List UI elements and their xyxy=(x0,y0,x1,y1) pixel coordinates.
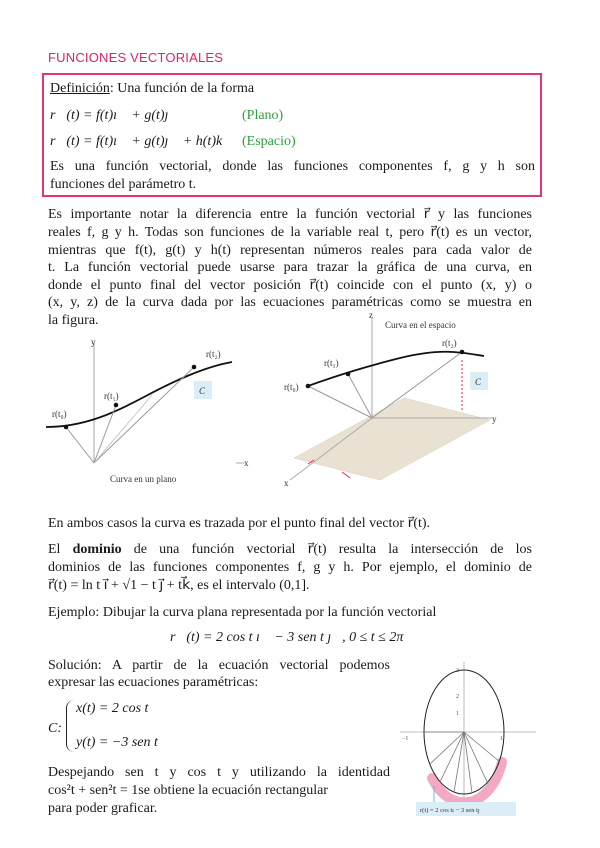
point-label-t1: r(t₁) xyxy=(104,391,119,401)
vector-r-t1 xyxy=(348,374,372,418)
position-vector xyxy=(454,732,464,792)
tick-label: −1 xyxy=(402,736,409,742)
equation-space: r⃗(t) = f(t)ı⃗ + g(t)ȷ⃗ + h(t)k⃗ xyxy=(50,134,234,149)
orientation-arc xyxy=(432,762,502,802)
paragraph-line: la figura. xyxy=(48,313,99,328)
paragraph-line: Es importante notar la diferencia entre la función vectorial r⃗ y las funciones xyxy=(48,207,532,222)
equation-plane: r⃗(t) = f(t)ı⃗ + g(t)ȷ⃗ xyxy=(50,108,180,123)
space-curve-figure xyxy=(280,312,510,490)
point-t1 xyxy=(346,372,351,377)
solution-line-3: Despejando sen t y cos t y utilizando la identidad xyxy=(48,765,390,780)
curve-label: C xyxy=(475,377,482,387)
point-label-t0: r(t₀) xyxy=(284,382,299,392)
paragraph-line: reales f, g y h. Todas son funciones de la variable real t, pero r⃗(t) es un vector, xyxy=(48,225,532,240)
example-statement: Ejemplo: Dibujar la curva plana representada por la función vectorial xyxy=(48,605,437,620)
domain-line-1 xyxy=(48,541,532,559)
plane-tag: (Plano) xyxy=(242,108,284,123)
vector-r-t0 xyxy=(66,427,94,463)
y-axis-label: y xyxy=(492,414,497,424)
curve-label: C xyxy=(199,386,206,396)
space-caption: Curva en el espacio xyxy=(385,320,456,330)
point-t2 xyxy=(192,365,197,370)
position-vector xyxy=(464,732,500,762)
position-vector xyxy=(430,732,464,764)
paragraph-line: mientras que f(t), g(t) y h(t) representan números reales para cada valor de xyxy=(48,243,532,258)
system-eq-y: y(t) = −3 sen t xyxy=(76,735,158,750)
vector-r-t0 xyxy=(308,386,372,418)
definition-label: Definición xyxy=(50,81,110,96)
tick-label: 1 xyxy=(500,736,503,742)
vector-extra xyxy=(94,395,152,463)
y-axis-label: y xyxy=(91,337,96,347)
tick-label: 1 xyxy=(456,711,459,717)
point-t1 xyxy=(114,403,119,408)
definition-intro-text: : Una función de la forma xyxy=(109,81,255,96)
paragraph-line: t. La función vectorial puede usarse para trazar la gráfica de una curva, en xyxy=(48,260,532,275)
tick-label: 2 xyxy=(456,694,459,700)
point-t0 xyxy=(64,425,69,430)
point-t0 xyxy=(306,384,311,389)
tick-mark xyxy=(342,472,350,478)
curve-c xyxy=(308,352,484,386)
ellipse-figure xyxy=(396,658,546,820)
point-label-t0: r(t₀) xyxy=(52,409,67,419)
plane-caption: Curva en un plano xyxy=(110,474,177,484)
paragraph-line: donde el punto final del vector posición r⃗(t) coincide con el punto (x, y) o xyxy=(48,278,532,293)
system-eq-x: x(t) = 2 cos t xyxy=(76,701,149,716)
tick-label: 3 xyxy=(456,668,459,674)
z-axis-label: z xyxy=(369,312,373,320)
domain-bold: dominio xyxy=(72,542,122,557)
point-t2 xyxy=(460,350,465,355)
domain-line-2: dominios de las funciones componentes f, g y h. Por ejemplo, el dominio de xyxy=(48,560,532,575)
solution-line-2: expresar las ecuaciones paramétricas: xyxy=(48,675,259,690)
domain-text-a: El xyxy=(48,542,73,557)
xy-plane xyxy=(294,398,490,480)
ellipse-caption: r(t) = 2 cos tı − 3 sen tȷ xyxy=(420,807,480,814)
x-axis-label: x xyxy=(244,458,249,468)
definition-text-1: Es una función vectorial, donde las funciones componentes f, g y h son xyxy=(50,159,535,174)
x-axis-label: x xyxy=(284,478,289,488)
point-label-t2: r(t₂) xyxy=(206,349,221,359)
solution-line-1: Solución: A partir de la ecuación vectorial podemos xyxy=(48,658,390,673)
domain-line-3: r⃗(t) = ln t ı⃗ + √1 − t ȷ⃗ + tk⃗, es el intervalo (0,1]. xyxy=(48,578,310,593)
paragraph-line: (x, y, z) de la curva dada por las ecuaciones paramétricas como se muestra en xyxy=(48,295,532,310)
point-label-t2: r(t₂) xyxy=(442,338,457,348)
both-cases-text: En ambos casos la curva es trazada por el punto final del vector r⃗(t). xyxy=(48,516,431,531)
definition-intro xyxy=(50,80,254,97)
definition-text-2: funciones del parámetro t. xyxy=(50,177,197,192)
position-vector xyxy=(440,732,464,782)
system-label: C: xyxy=(48,721,62,736)
space-tag: (Espacio) xyxy=(242,134,296,149)
system-brace xyxy=(66,700,75,752)
page-title: FUNCIONES VECTORIALES xyxy=(48,50,224,65)
domain-text-b: de una función vectorial r⃗(t) resulta la intersección de los xyxy=(121,542,532,557)
point-label-t1: r(t₁) xyxy=(324,358,339,368)
solution-line-5: para poder graficar. xyxy=(48,801,158,816)
vector-r-t2 xyxy=(94,367,194,463)
example-equation: r⃗(t) = 2 cos t ı⃗ − 3 sen t ȷ⃗, 0 ≤ t ≤ 2π xyxy=(170,630,404,645)
plane-curve-figure xyxy=(44,335,254,490)
vector-r-t1 xyxy=(94,405,116,463)
solution-line-4: cos²t + sen²t = 1se obtiene la ecuación rectangular xyxy=(48,783,328,798)
